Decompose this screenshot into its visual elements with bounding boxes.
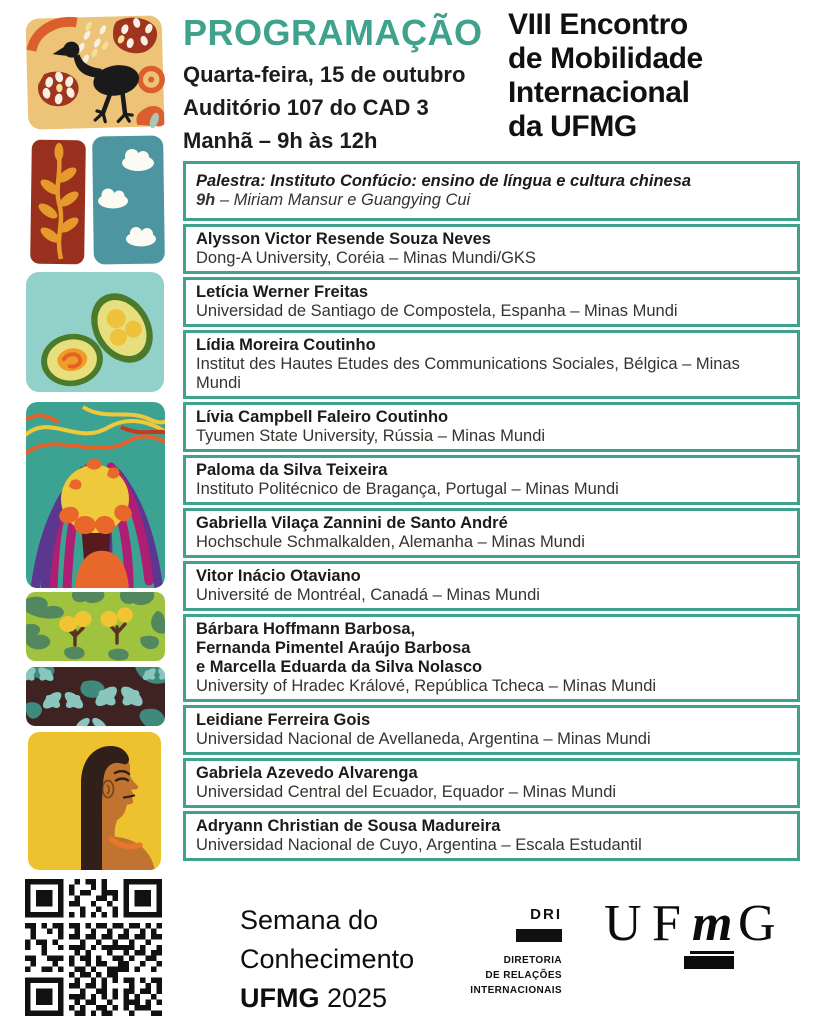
event-location: Auditório 107 do CAD 3 (183, 95, 429, 120)
event-week-wordmark: Semana do Conhecimento UFMG 2025 (240, 905, 415, 1013)
participant-affiliation: Universidad de Santiago de Compostela, Espanha – Minas Mundi (196, 302, 678, 320)
ufmg-logo: U F m G (604, 898, 784, 973)
participant-affiliation: Universidad Central del Ecuador, Equador – Minas Mundi (196, 783, 617, 801)
event-date: Quarta-feira, 15 de outubro (183, 62, 466, 87)
schedule-item (183, 561, 800, 611)
schedule-item-lecture (183, 161, 800, 221)
participant-name: Fernanda Pimentel Araújo Barbosa (196, 639, 471, 657)
participant-name: Lívia Campbell Faleiro Coutinho (196, 408, 449, 426)
trees-illustration (25, 591, 166, 662)
participant-affiliation: University of Hradec Králové, República Tcheca – Minas Mundi (196, 677, 657, 695)
participant-name: Lídia Moreira Coutinho (196, 336, 376, 354)
participant-name: Gabriella Vilaça Zannini de Santo André (196, 514, 508, 532)
participant-name: Letícia Werner Freitas (196, 283, 369, 301)
participant-name: Bárbara Hoffmann Barbosa, (196, 620, 416, 638)
schedule-item (183, 402, 800, 452)
participant-affiliation: Hochschule Schmalkalden, Alemanha – Minas Mundi (196, 533, 585, 551)
clouds-illustration (92, 135, 166, 265)
participant-name: e Marcella Eduarda da Silva Nolasco (196, 658, 483, 676)
red-plant-illustration (30, 139, 87, 265)
schedule-item (183, 758, 800, 808)
lecture-title: Palestra: Instituto Confúcio: ensino de língua e cultura chinesa (196, 172, 692, 190)
schedule-item (183, 330, 800, 399)
event-time: Manhã – 9h às 12h (183, 128, 378, 153)
woman-profile-illustration (27, 731, 162, 871)
event-details (183, 58, 465, 157)
participant-affiliation: Dong-A University, Coréia – Minas Mundi/GKS (196, 249, 536, 267)
schedule-item (183, 508, 800, 558)
participant-name: Alysson Victor Resende Souza Neves (196, 230, 491, 248)
fruit-illustration (25, 271, 166, 394)
participant-name: Paloma da Silva Teixeira (196, 461, 388, 479)
participant-name: Leidiane Ferreira Gois (196, 711, 371, 729)
schedule-item (183, 811, 800, 861)
event-title: VIII Encontro de Mobilidade Internacional da UFMG (508, 8, 703, 143)
dri-logo-bar (516, 929, 562, 942)
program-kicker: PROGRAMAÇÃO (183, 12, 483, 53)
participant-affiliation: Université de Montréal, Canadá – Minas Mundi (196, 586, 540, 604)
schedule-item (183, 277, 800, 327)
participant-name: Gabriela Azevedo Alvarenga (196, 764, 418, 782)
butterflies-illustration (25, 666, 166, 727)
schedule-item-group (183, 614, 800, 702)
participant-affiliation: Universidad Nacional de Avellaneda, Argentina – Minas Mundi (196, 730, 651, 748)
schedule-item (183, 705, 800, 755)
participant-name: Adryann Christian de Sousa Madureira (196, 817, 501, 835)
dri-logo (440, 906, 562, 998)
participant-affiliation: Universidad Nacional de Cuyo, Argentina – Escala Estudantil (196, 836, 642, 854)
dri-department-name: DIRETORIA DE RELAÇÕES INTERNACIONAIS (470, 955, 562, 996)
headdress-figure-illustration (25, 401, 166, 589)
lecture-speakers: 9h – Miriam Mansur e Guangying Cui (196, 191, 471, 209)
participant-affiliation: Institut des Hautes Etudes des Communications Sociales, Bélgica – Minas Mundi (196, 355, 740, 392)
schedule-list (183, 161, 800, 861)
ufmg-logo-bar (684, 956, 734, 969)
qr-code (25, 879, 162, 1016)
participant-affiliation: Tyumen State University, Rússia – Minas Mundi (196, 427, 546, 445)
schedule-item (183, 455, 800, 505)
participant-affiliation: Instituto Politécnico de Bragança, Portugal – Minas Mundi (196, 480, 619, 498)
participant-name: Vitor Inácio Otaviano (196, 567, 361, 585)
rock-art-bird-illustration (24, 13, 166, 133)
schedule-item (183, 224, 800, 274)
dri-acronym: DRI (530, 906, 562, 923)
